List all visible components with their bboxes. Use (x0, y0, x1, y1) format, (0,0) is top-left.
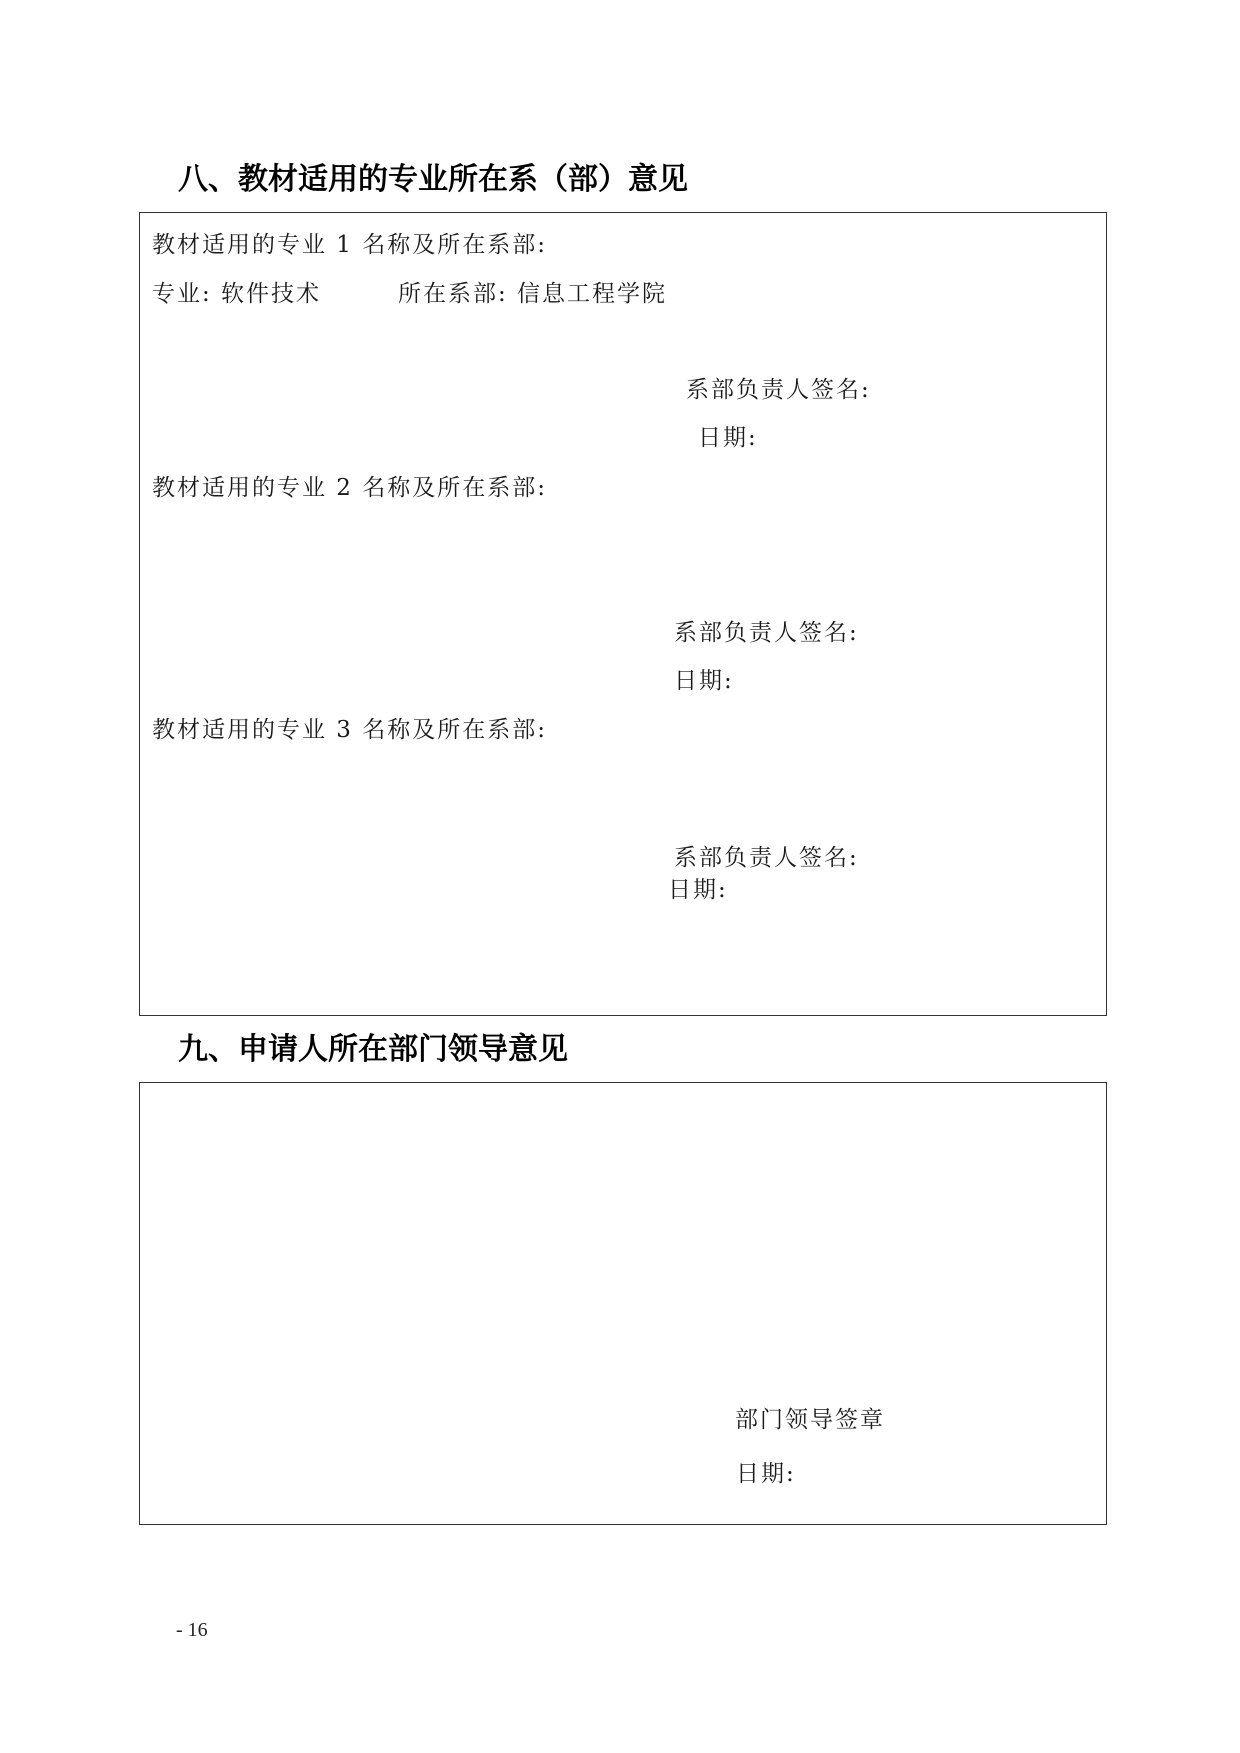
major-1-name: 专业: 软件技术 (152, 281, 322, 307)
department-leader-date-label: 日期: (736, 1461, 796, 1487)
section-8-opinion-box (139, 212, 1107, 1016)
major-3-prompt: 教材适用的专业 3 名称及所在系部: (152, 717, 548, 743)
major-1-date-label: 日期: (698, 425, 758, 451)
section-9-title: 九、申请人所在部门领导意见 (178, 1032, 568, 1067)
major-3-date-label: 日期: (668, 877, 728, 903)
section-8-title: 八、教材适用的专业所在系（部）意见 (178, 162, 688, 197)
department-leader-seal-label: 部门领导签章 (735, 1407, 885, 1433)
major-1-signature-label: 系部负责人签名: (686, 377, 871, 403)
major-2-signature-label: 系部负责人签名: (674, 620, 859, 646)
major-3-signature-label: 系部负责人签名: (674, 845, 859, 871)
page-number: - 16 (176, 1619, 208, 1641)
major-1-prompt: 教材适用的专业 1 名称及所在系部: (152, 232, 548, 258)
major-2-prompt: 教材适用的专业 2 名称及所在系部: (152, 475, 548, 501)
major-1-department: 所在系部: 信息工程学院 (398, 281, 668, 307)
section-9-opinion-box (139, 1082, 1107, 1525)
major-2-date-label: 日期: (674, 668, 734, 694)
